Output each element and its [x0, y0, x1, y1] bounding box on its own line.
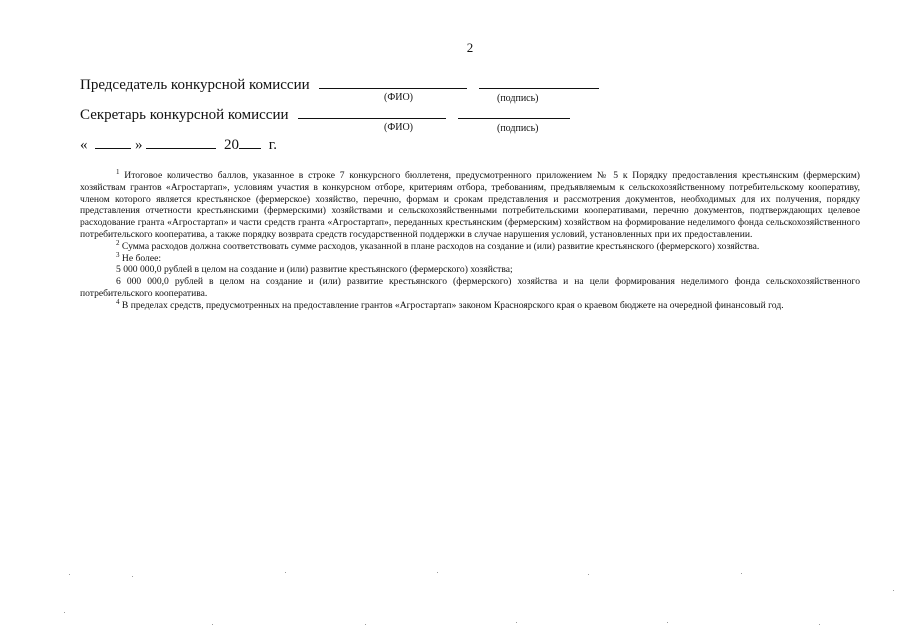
footnote-3-item-1: [80, 264, 860, 276]
footnote-text: 5 000 000,0 рублей в целом на создание и (или) развитие крестьянского (фермерского) хозяйства;: [116, 264, 513, 276]
scan-speck: [819, 624, 820, 625]
date-open-quote: «: [80, 137, 88, 153]
footnote-3: [80, 250, 860, 265]
footnote-marker: 4: [116, 297, 120, 306]
secretary-label: Секретарь конкурсной комиссии: [80, 107, 289, 123]
scan-speck: [667, 622, 668, 623]
footnote-text: Сумма расходов должна соответствовать сумме расходов, указанной в плане расходов на создание и (или) развитие крестьянского (фермерского) хозяйства.: [121, 240, 760, 252]
date-close-quote: »: [135, 137, 143, 153]
chairman-fio-caption: (ФИО): [384, 92, 414, 103]
page-number: 2: [466, 40, 474, 55]
date-month-blank: [146, 136, 216, 149]
scan-speck: [893, 590, 894, 591]
date-year-suffix: г.: [268, 137, 277, 153]
date-day-blank: [95, 136, 131, 149]
date-year-prefix: 20: [224, 137, 239, 153]
footnote-marker: 2: [116, 238, 120, 247]
scan-speck: [64, 612, 65, 613]
footnote-text: 6 000 000,0 рублей в целом на создание и (или) развитие крестьянского (фермерского) хозяйства и на цели формирования неделимого фонда сельскохозяйственного потребительского кооператива.: [80, 276, 860, 299]
footnote-4: [80, 297, 860, 312]
date-line: [80, 136, 277, 154]
scan-speck: [285, 572, 286, 573]
scan-speck: [69, 574, 70, 575]
secretary-signature-line: [80, 106, 570, 123]
footnote-text: Не более:: [121, 252, 162, 264]
chairman-signature-line: [80, 76, 599, 93]
date-year-blank: [239, 136, 261, 149]
chairman-sign-blank: [479, 76, 599, 89]
footnote-1: [80, 170, 860, 241]
chairman-label: Председатель конкурсной комиссии: [80, 77, 310, 93]
footnote-2: [80, 238, 860, 253]
secretary-fio-blank: [298, 106, 446, 119]
scan-speck: [588, 574, 589, 575]
footnotes: [80, 170, 860, 312]
secretary-sign-blank: [458, 106, 570, 119]
scan-speck: [365, 624, 366, 625]
chairman-sign-caption: (подпись): [497, 93, 539, 104]
footnote-marker: 3: [116, 250, 120, 259]
chairman-fio-blank: [319, 76, 467, 89]
footnote-marker: 1: [116, 168, 120, 176]
scan-speck: [437, 572, 438, 573]
secretary-sign-caption: (подпись): [497, 123, 539, 134]
scan-speck: [516, 622, 517, 623]
footnote-text: Итоговое количество баллов, указанное в строке 7 конкурсного бюллетеня, предусмотренного приложением № 5 к Порядку предоставления крестьянским (фермерским) хозяйствам грантов «Агростартап», условиям участия в конкурсном отборе, критериям отбора, требованиям, предъявляемым к сельскохозяйственному потребительскому кооперативу, членом которого является крестьянское (фермерское) хозяйство, перечню, формам и срокам представления и рассмотрения документов, необходимых для их получения, порядку представления отчетности крестьянскими (фермерскими) хозяйствами и сельскохозяйственными потребительскими кооперативами, перечню документов, подтверждающих целевое расходование гранта «Агростартап» и части средств гранта «Агростартап», переданных крестьянским (фермерским) хозяйством на формирование неделимого фонда сельскохозяйственного потребительского кооператива, а также порядку возврата средств государственной поддержки в случае нарушения условий, установленных при их предоставлении.: [80, 170, 860, 240]
scan-speck: [132, 576, 133, 577]
scan-speck: [741, 573, 742, 574]
footnote-text: В пределах средств, предусмотренных на предоставление грантов «Агростартап» законом Красноярского края о краевом бюджете на очередной финансовый год.: [121, 299, 784, 311]
footnote-3-item-2: [80, 276, 860, 300]
secretary-fio-caption: (ФИО): [384, 122, 414, 133]
scan-speck: [212, 624, 213, 625]
